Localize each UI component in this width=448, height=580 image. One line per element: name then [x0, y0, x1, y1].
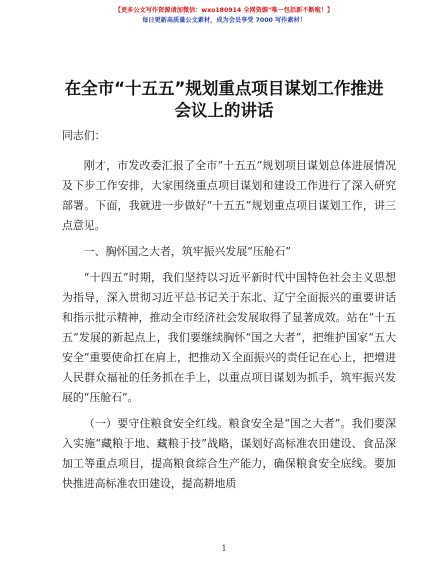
promo-banner	[0, 5, 448, 26]
salutation: 同志们：	[62, 129, 106, 142]
paragraph-section-1: “十四五”时期，我们坚持以习近平新时代中国特色社会主义思想为指导，深入贯彻习近平总书记关于东北、辽宁全面振兴的重要讲话和指示批示精神，推动全市经济社会发展取得了显著成效。站在“十五五”发展的新起点上，我们要继续胸怀“国之大者”，把维护国家“五大安全”重要使命扛在肩上，把推动Ｘ全面振兴的责任记在心上，把增进人民群众福祉的任务抓在手上，以重点项目谋划为抓手，筑牢振兴发展的“压舱石”。	[62, 271, 396, 404]
document-title	[0, 78, 448, 122]
section-heading-1: 一、胸怀国之大者，筑牢振兴发展“压舱石”	[83, 245, 291, 258]
paragraph-subsection-1: （一）要守住粮食安全红线。粮食安全是“国之大者”。我们要深入实施“藏粮于地、藏粮于技”战略，谋划好高标准农田建设、食品深加工等重点项目，提高粮食综合生产能力，确保粮食安全底线。要加快推进高标准农田建设，提高耕地质	[62, 417, 396, 490]
document-title-line2: 会议上的讲话	[174, 101, 274, 120]
promo-banner-line2: 每日更新高质量公文素材，成为会员享受 7000 写作素材！	[142, 17, 306, 24]
paragraph-intro: 刚才，市发改委汇报了全市“十五五”规划项目谋划总体进展情况及下步工作安排，大家围绕重点项目谋划和建设工作进行了深入研究部署。下面，我就进一步做好“十五五”规划重点项目谋划工作，讲三点意见。	[62, 159, 396, 232]
document-body	[62, 126, 396, 500]
promo-banner-line1: 【更多公文写作资源请加微信：wxo180914 全网资源"唯一包括新不断啦！】	[114, 7, 334, 14]
document-title-line1: 在全市“十五五”规划重点项目谋划工作推进	[64, 79, 384, 98]
page-number: 1	[221, 544, 227, 553]
